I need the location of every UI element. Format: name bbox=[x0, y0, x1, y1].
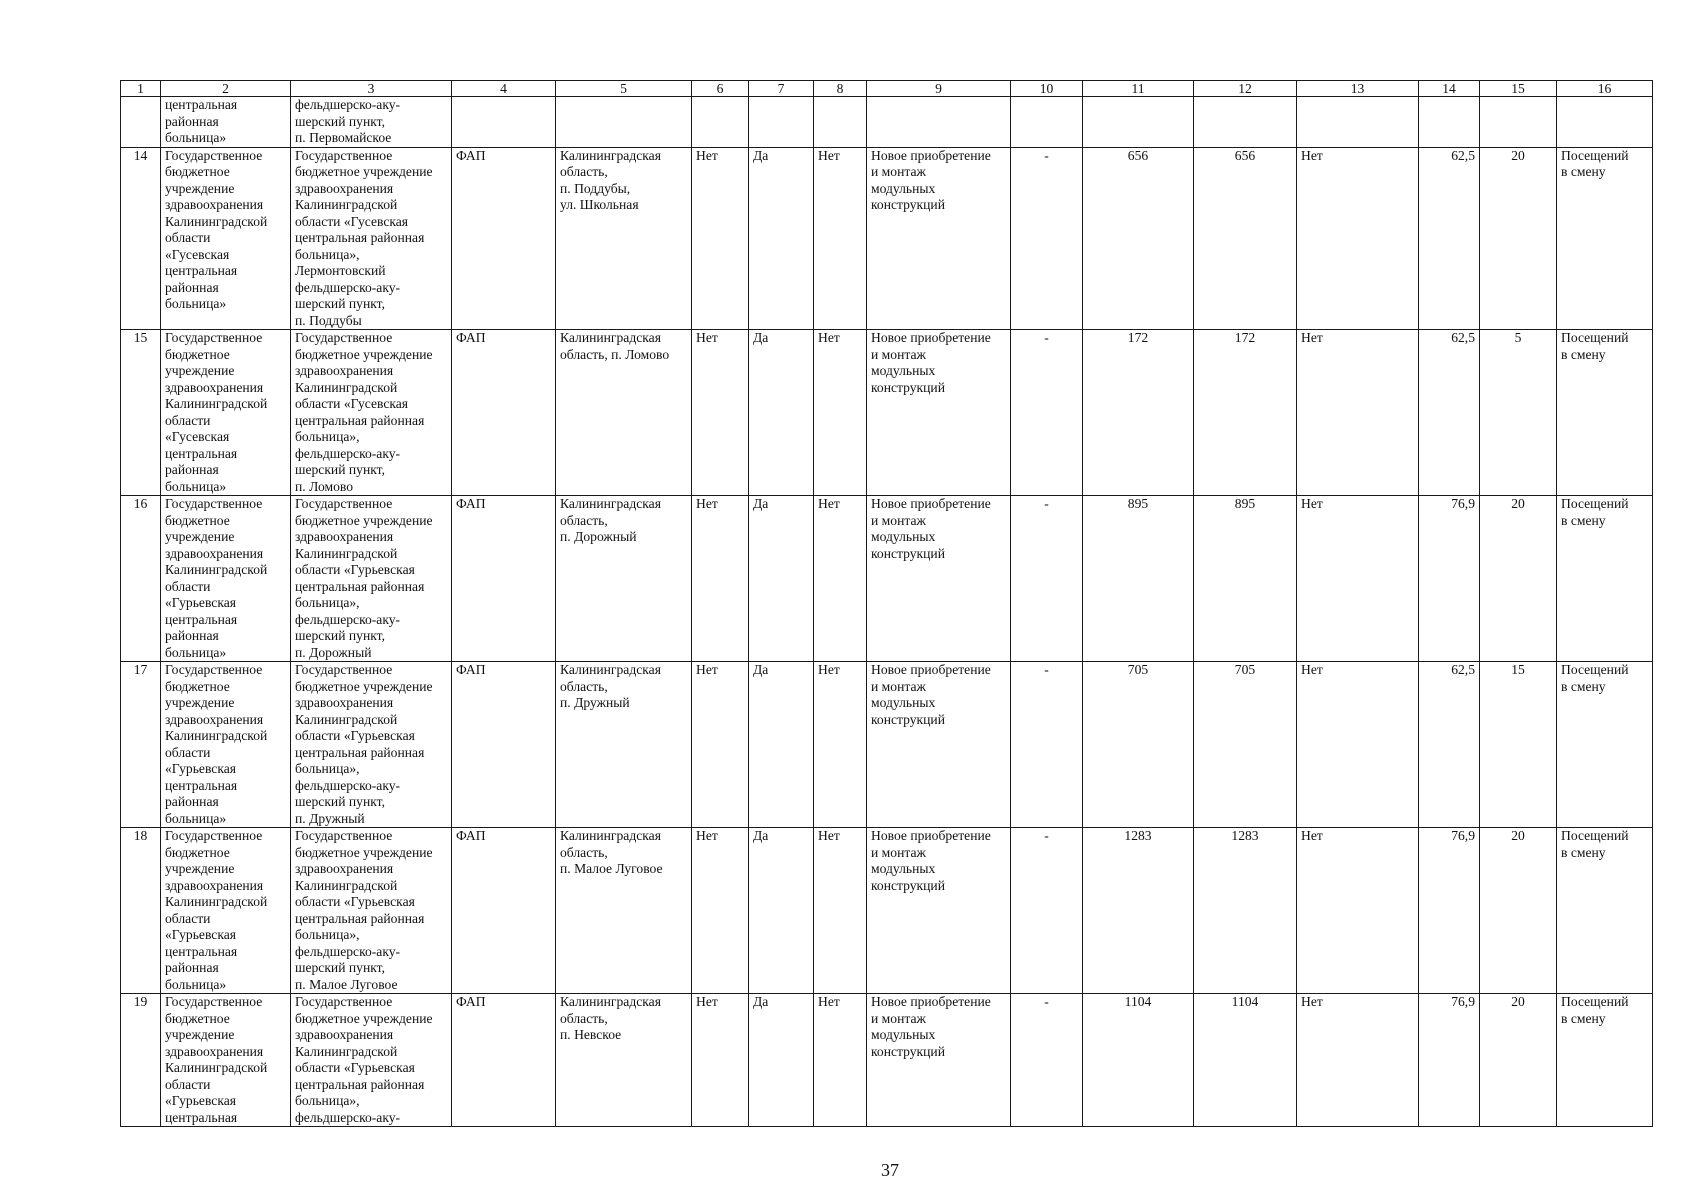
cell-col-4: ФАП bbox=[452, 828, 556, 994]
cell-col-6: Нет bbox=[692, 828, 749, 994]
table-row bbox=[121, 994, 1653, 1127]
table-row bbox=[121, 496, 1653, 662]
column-header-4: 4 bbox=[452, 81, 556, 97]
document-sheet bbox=[120, 80, 1652, 1127]
table-row bbox=[121, 147, 1653, 330]
cell-col-12: 656 bbox=[1194, 147, 1297, 330]
cell-col-12: 172 bbox=[1194, 330, 1297, 496]
column-header-15: 15 bbox=[1480, 81, 1557, 97]
cell-col-10: - bbox=[1011, 828, 1083, 994]
cell-col-15: 5 bbox=[1480, 330, 1557, 496]
cell-col-5: Калининградская область, п. Ломово bbox=[556, 330, 692, 496]
cell-col-3: Государственное бюджетное учреждение здравоохранения Калининградской области «Гурьевская центральная районная больница», фельдшерско-аку- bbox=[291, 994, 452, 1127]
cell-col-15: 20 bbox=[1480, 496, 1557, 662]
cell-col-8: Нет bbox=[814, 496, 867, 662]
cell-col-16 bbox=[1557, 97, 1653, 148]
cell-col-10: - bbox=[1011, 994, 1083, 1127]
cell-col-1: 19 bbox=[121, 994, 161, 1127]
column-header-3: 3 bbox=[291, 81, 452, 97]
cell-col-11 bbox=[1083, 97, 1194, 148]
cell-col-15: 20 bbox=[1480, 994, 1557, 1127]
cell-col-2: центральная районная больница» bbox=[161, 97, 291, 148]
cell-col-11: 172 bbox=[1083, 330, 1194, 496]
cell-col-16: Посещений в смену bbox=[1557, 147, 1653, 330]
cell-col-14: 76,9 bbox=[1419, 828, 1480, 994]
cell-col-7: Да bbox=[749, 994, 814, 1127]
cell-col-4: ФАП bbox=[452, 496, 556, 662]
cell-col-13: Нет bbox=[1297, 496, 1419, 662]
cell-col-8: Нет bbox=[814, 147, 867, 330]
cell-col-15: 15 bbox=[1480, 662, 1557, 828]
column-header-5: 5 bbox=[556, 81, 692, 97]
cell-col-10: - bbox=[1011, 496, 1083, 662]
cell-col-5: Калининградская область, п. Поддубы, ул. Школьная bbox=[556, 147, 692, 330]
cell-col-12 bbox=[1194, 97, 1297, 148]
cell-col-10 bbox=[1011, 97, 1083, 148]
cell-col-11: 656 bbox=[1083, 147, 1194, 330]
column-header-6: 6 bbox=[692, 81, 749, 97]
cell-col-7: Да bbox=[749, 147, 814, 330]
cell-col-6: Нет bbox=[692, 147, 749, 330]
cell-col-5: Калининградская область, п. Малое Луговое bbox=[556, 828, 692, 994]
cell-col-1: 14 bbox=[121, 147, 161, 330]
cell-col-6: Нет bbox=[692, 662, 749, 828]
column-number-header bbox=[121, 81, 1653, 97]
cell-col-9: Новое приобретение и монтаж модульных конструкций bbox=[867, 147, 1011, 330]
cell-col-14: 76,9 bbox=[1419, 994, 1480, 1127]
cell-col-8: Нет bbox=[814, 662, 867, 828]
cell-col-2: Государственное бюджетное учреждение здравоохранения Калининградской области «Гурьевская центральная районная больница» bbox=[161, 496, 291, 662]
table-body bbox=[121, 97, 1653, 1127]
cell-col-9: Новое приобретение и монтаж модульных конструкций bbox=[867, 994, 1011, 1127]
cell-col-11: 895 bbox=[1083, 496, 1194, 662]
table-row bbox=[121, 662, 1653, 828]
cell-col-4 bbox=[452, 97, 556, 148]
cell-col-7: Да bbox=[749, 828, 814, 994]
cell-col-6: Нет bbox=[692, 330, 749, 496]
cell-col-5: Калининградская область, п. Невское bbox=[556, 994, 692, 1127]
cell-col-1: 18 bbox=[121, 828, 161, 994]
column-header-11: 11 bbox=[1083, 81, 1194, 97]
cell-col-15 bbox=[1480, 97, 1557, 148]
cell-col-8: Нет bbox=[814, 330, 867, 496]
column-header-12: 12 bbox=[1194, 81, 1297, 97]
cell-col-7 bbox=[749, 97, 814, 148]
cell-col-4: ФАП bbox=[452, 147, 556, 330]
column-header-8: 8 bbox=[814, 81, 867, 97]
cell-col-7: Да bbox=[749, 662, 814, 828]
table-row-continued bbox=[121, 97, 1653, 148]
column-header-9: 9 bbox=[867, 81, 1011, 97]
cell-col-16: Посещений в смену bbox=[1557, 828, 1653, 994]
column-header-16: 16 bbox=[1557, 81, 1653, 97]
cell-col-9: Новое приобретение и монтаж модульных конструкций bbox=[867, 662, 1011, 828]
table-row bbox=[121, 330, 1653, 496]
cell-col-5: Калининградская область, п. Дорожный bbox=[556, 496, 692, 662]
cell-col-12: 1104 bbox=[1194, 994, 1297, 1127]
cell-col-15: 20 bbox=[1480, 828, 1557, 994]
cell-col-3: Государственное бюджетное учреждение здравоохранения Калининградской области «Гурьевская центральная районная больница», фельдшерско-аку- шерский пункт, п. Дорожный bbox=[291, 496, 452, 662]
column-header-14: 14 bbox=[1419, 81, 1480, 97]
cell-col-14: 62,5 bbox=[1419, 147, 1480, 330]
cell-col-13: Нет bbox=[1297, 662, 1419, 828]
cell-col-7: Да bbox=[749, 496, 814, 662]
cell-col-9: Новое приобретение и монтаж модульных конструкций bbox=[867, 496, 1011, 662]
cell-col-5 bbox=[556, 97, 692, 148]
cell-col-8 bbox=[814, 97, 867, 148]
cell-col-16: Посещений в смену bbox=[1557, 330, 1653, 496]
cell-col-14: 62,5 bbox=[1419, 330, 1480, 496]
cell-col-4: ФАП bbox=[452, 994, 556, 1127]
cell-col-11: 1104 bbox=[1083, 994, 1194, 1127]
cell-col-4: ФАП bbox=[452, 330, 556, 496]
cell-col-3: Государственное бюджетное учреждение здравоохранения Калининградской области «Гусевская центральная районная больница», фельдшерско-аку- шерский пункт, п. Ломово bbox=[291, 330, 452, 496]
cell-col-1 bbox=[121, 97, 161, 148]
cell-col-9 bbox=[867, 97, 1011, 148]
cell-col-16: Посещений в смену bbox=[1557, 662, 1653, 828]
cell-col-9: Новое приобретение и монтаж модульных конструкций bbox=[867, 828, 1011, 994]
cell-col-10: - bbox=[1011, 662, 1083, 828]
cell-col-13: Нет bbox=[1297, 828, 1419, 994]
column-header-13: 13 bbox=[1297, 81, 1419, 97]
cell-col-6: Нет bbox=[692, 994, 749, 1127]
cell-col-1: 17 bbox=[121, 662, 161, 828]
table-row bbox=[121, 828, 1653, 994]
cell-col-14: 62,5 bbox=[1419, 662, 1480, 828]
cell-col-10: - bbox=[1011, 147, 1083, 330]
page-number: 37 bbox=[881, 1160, 899, 1180]
cell-col-2: Государственное бюджетное учреждение здравоохранения Калининградской области «Гурьевская центральная районная больница» bbox=[161, 828, 291, 994]
cell-col-2: Государственное бюджетное учреждение здравоохранения Калининградской области «Гусевская центральная районная больница» bbox=[161, 330, 291, 496]
cell-col-12: 705 bbox=[1194, 662, 1297, 828]
cell-col-2: Государственное бюджетное учреждение здравоохранения Калининградской области «Гурьевская центральная районная больница» bbox=[161, 662, 291, 828]
column-header-7: 7 bbox=[749, 81, 814, 97]
cell-col-2: Государственное бюджетное учреждение здравоохранения Калининградской области «Гусевская центральная районная больница» bbox=[161, 147, 291, 330]
cell-col-16: Посещений в смену bbox=[1557, 994, 1653, 1127]
cell-col-13: Нет bbox=[1297, 994, 1419, 1127]
cell-col-11: 1283 bbox=[1083, 828, 1194, 994]
cell-col-3: Государственное бюджетное учреждение здравоохранения Калининградской области «Гурьевская центральная районная больница», фельдшерско-аку- шерский пункт, п. Дружный bbox=[291, 662, 452, 828]
column-header-1: 1 bbox=[121, 81, 161, 97]
cell-col-8: Нет bbox=[814, 828, 867, 994]
column-header-2: 2 bbox=[161, 81, 291, 97]
cell-col-3: фельдшерско-аку- шерский пункт, п. Первомайское bbox=[291, 97, 452, 148]
cell-col-6: Нет bbox=[692, 496, 749, 662]
cell-col-2: Государственное бюджетное учреждение здравоохранения Калининградской области «Гурьевская центральная bbox=[161, 994, 291, 1127]
cell-col-13: Нет bbox=[1297, 147, 1419, 330]
cell-col-16: Посещений в смену bbox=[1557, 496, 1653, 662]
cell-col-14: 76,9 bbox=[1419, 496, 1480, 662]
cell-col-8: Нет bbox=[814, 994, 867, 1127]
column-header-10: 10 bbox=[1011, 81, 1083, 97]
cell-col-14 bbox=[1419, 97, 1480, 148]
cell-col-12: 1283 bbox=[1194, 828, 1297, 994]
cell-col-15: 20 bbox=[1480, 147, 1557, 330]
cell-col-7: Да bbox=[749, 330, 814, 496]
cell-col-5: Калининградская область, п. Дружный bbox=[556, 662, 692, 828]
cell-col-3: Государственное бюджетное учреждение здравоохранения Калининградской области «Гурьевская центральная районная больница», фельдшерско-аку- шерский пункт, п. Малое Луговое bbox=[291, 828, 452, 994]
cell-col-13 bbox=[1297, 97, 1419, 148]
cell-col-4: ФАП bbox=[452, 662, 556, 828]
cell-col-6 bbox=[692, 97, 749, 148]
register-table bbox=[120, 80, 1653, 1127]
cell-col-9: Новое приобретение и монтаж модульных конструкций bbox=[867, 330, 1011, 496]
cell-col-11: 705 bbox=[1083, 662, 1194, 828]
cell-col-1: 16 bbox=[121, 496, 161, 662]
cell-col-12: 895 bbox=[1194, 496, 1297, 662]
cell-col-13: Нет bbox=[1297, 330, 1419, 496]
cell-col-3: Государственное бюджетное учреждение здравоохранения Калининградской области «Гусевская центральная районная больница», Лермонтовский фельдшерско-аку- шерский пункт, п. Поддубы bbox=[291, 147, 452, 330]
cell-col-1: 15 bbox=[121, 330, 161, 496]
cell-col-10: - bbox=[1011, 330, 1083, 496]
